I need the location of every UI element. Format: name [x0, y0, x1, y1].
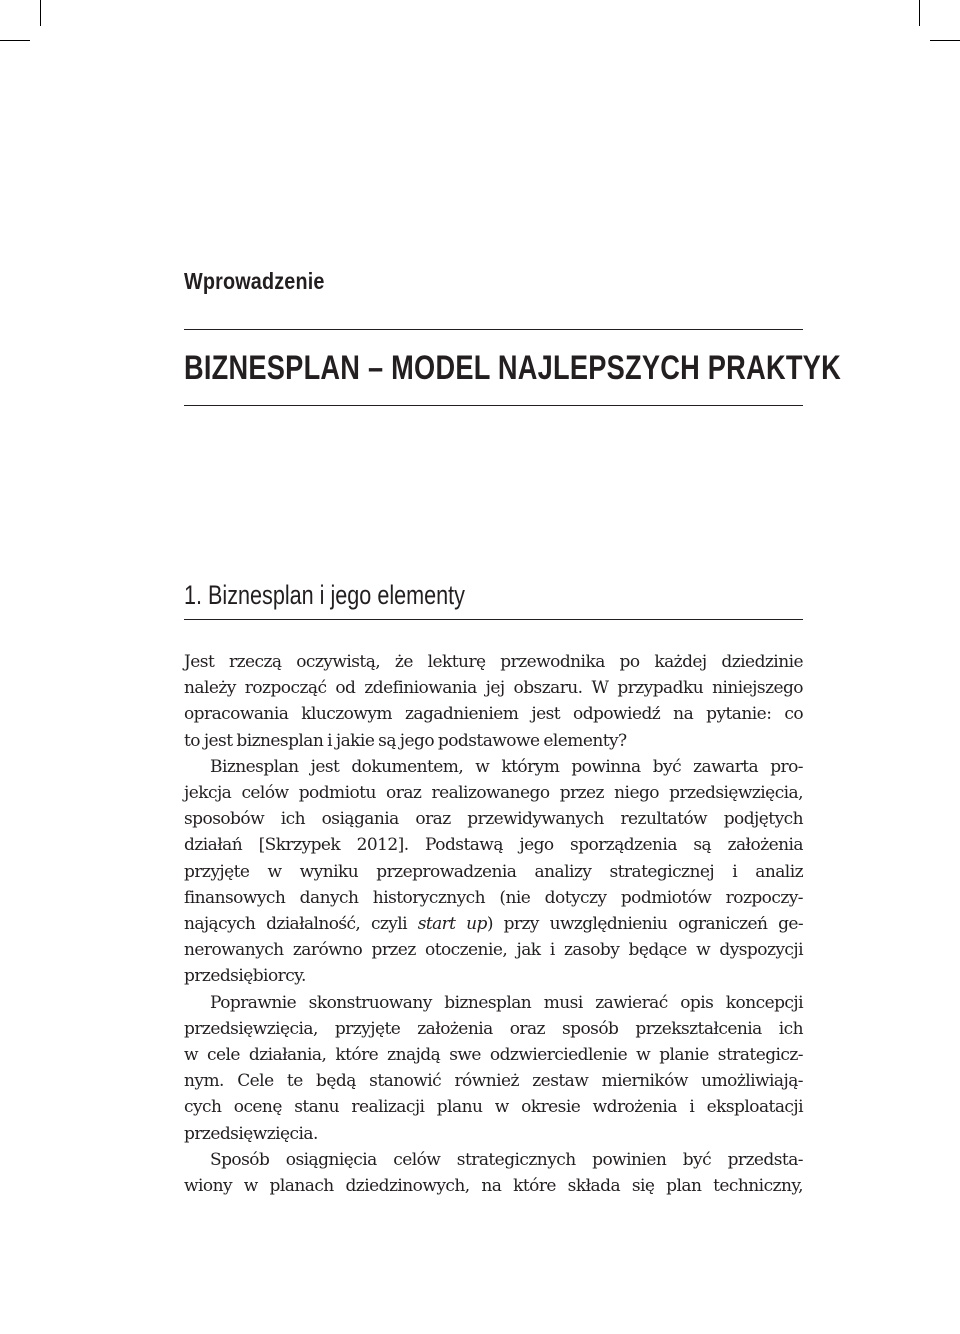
chapter-title: BIZNESPLAN – MODEL NAJLEPSZYCH PRAKTYK [184, 349, 841, 387]
subsection-title: 1. Biznesplan i jego elementy [184, 580, 465, 610]
crop-mark-top-left-horizontal [0, 40, 30, 41]
text-line: nerowanych zarówno przez otoczenie, jak i zasoby będące w dyspozycji [184, 940, 803, 961]
body-text [184, 649, 803, 1199]
crop-mark-top-right-horizontal [930, 40, 960, 41]
text-segment: nających działalność, czyli [184, 914, 418, 935]
text-line: przedsięwzięcia, przyjęte założenia oraz sposób przekształcenia ich [184, 1018, 803, 1039]
text-line: należy rozpocząć od zdefiniowania jej obszaru. W przypadku niniejszego [184, 678, 803, 699]
paragraph-4 [184, 1147, 803, 1199]
text-line: w cele działania, które znajdą swe odzwierciedlenie w planie strategicz- [184, 1045, 803, 1066]
text-line: nym. Cele te będą stanowić również zestaw mierników umożliwiają- [184, 1071, 803, 1092]
paragraph-2 [184, 754, 803, 990]
text-line: finansowych danych historycznych (nie dotyczy podmiotów rozpoczy- [184, 887, 803, 908]
section-label: Wprowadzenie [184, 268, 325, 294]
crop-mark-top-right-vertical [919, 0, 920, 26]
text-line: Poprawnie skonstruowany biznesplan musi zawierać opis koncepcji [210, 992, 803, 1013]
text-segment: ) przy uwzględnieniu ograniczeń ge- [486, 914, 803, 935]
text-line: cych ocenę stanu realizacji planu w okresie wdrożenia i eksploatacji [184, 1097, 803, 1118]
crop-mark-top-left-vertical [40, 0, 41, 26]
title-rule-top [184, 329, 803, 330]
text-line: sposobów ich osiągania oraz przewidywanych rezultatów podjętych [184, 809, 803, 830]
title-rule-bottom [184, 405, 803, 406]
text-line: Biznesplan jest dokumentem, w którym powinna być zawarta pro- [210, 756, 803, 777]
text-line: opracowania kluczowym zagadnieniem jest odpowiedź na pytanie: co [184, 704, 803, 725]
italic-term: start up [417, 914, 487, 935]
paragraph-1 [184, 649, 803, 754]
text-line: to jest biznesplan i jakie są jego podstawowe elementy? [184, 730, 627, 751]
text-line: przedsiębiorcy. [184, 966, 306, 987]
paragraph-3 [184, 990, 803, 1147]
text-line: Jest rzeczą oczywistą, że lekturę przewodnika po każdej dziedzinie [184, 652, 803, 672]
text-line: jekcja celów podmiotu oraz realizowanego przez niego przedsięwzięcia, [184, 783, 803, 804]
text-line: wiony w planach dziedzinowych, na które składa się plan techniczny, [184, 1176, 803, 1197]
text-line: Sposób osiągnięcia celów strategicznych powinien być przedsta- [210, 1149, 803, 1170]
text-line: przedsięwzięcia. [184, 1123, 318, 1144]
subsection-rule [184, 619, 803, 620]
text-line: działań [Skrzypek 2012]. Podstawą jego sporządzenia są założenia [184, 835, 803, 856]
text-line-mixed [184, 911, 803, 937]
text-line: przyjęte w wyniku przeprowadzenia analizy strategicznej i analiz [184, 861, 803, 882]
